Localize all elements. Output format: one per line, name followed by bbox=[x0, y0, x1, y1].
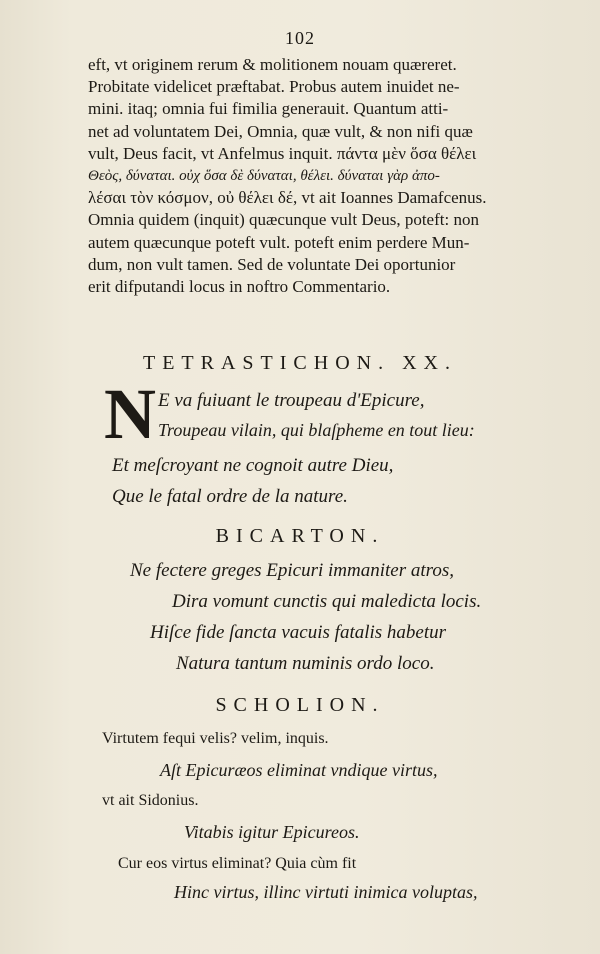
prose-line: λέσαι τὸν κόσμον, οὐ θέλει δέ, vt ait Ioannes Damafcenus. bbox=[88, 188, 487, 208]
prose-line: mini. itaq; omnia fui fimilia generauit. Quantum atti- bbox=[88, 99, 449, 119]
prose-line: Probitate videlicet præftabat. Probus autem inuidet ne- bbox=[88, 77, 460, 97]
prose-line: erit difputandi locus in noftro Commentario. bbox=[88, 276, 391, 296]
prose-line: Θεὸς, δύναται. οὐχ ὅσα δὲ δύναται, θέλει. δύναται γὰρ ἀπο- bbox=[88, 167, 440, 184]
scholion-quote: Hinc virtus, illinc virtuti inimica voluptas, bbox=[174, 882, 478, 902]
prose-line: dum, non vult tamen. Sed de voluntate Dei oportunior bbox=[88, 254, 456, 274]
verse-line: Hiſce fide ſancta vacuis fatalis habetur bbox=[150, 622, 447, 643]
scholion-line: Cur eos virtus eliminat? Quia cùm fit bbox=[118, 855, 357, 872]
scholion-line: Virtutem fequi velis? velim, inquis. bbox=[102, 730, 329, 747]
verse-line: Dira vomunt cunctis qui maledicta locis. bbox=[172, 591, 482, 612]
tetrastichon-heading: TETRASTICHON. XX. bbox=[143, 352, 457, 374]
scholion-line: vt ait Sidonius. bbox=[102, 792, 199, 809]
verse-line: E va fuiuant le troupeau d'Epicure, bbox=[158, 390, 425, 411]
prose-paragraph bbox=[88, 54, 580, 298]
verse-line: Troupeau vilain, qui blaſpheme en tout lieu: bbox=[158, 420, 475, 440]
scholion-quote: Vitabis igitur Epicureos. bbox=[184, 822, 360, 842]
verse-line: Et meſcroyant ne cognoit autre Dieu, bbox=[112, 455, 394, 476]
prose-line: Omnia quidem (inquit) quæcunque vult Deus, poteft: non bbox=[88, 210, 479, 230]
scholion-quote: Aſt Epicuræos eliminat vndique virtus, bbox=[160, 760, 438, 780]
verse-line: Que le fatal ordre de la nature. bbox=[112, 486, 348, 507]
prose-line: autem quæcunque poteft vult. poteft enim perdere Mun- bbox=[88, 232, 470, 252]
prose-line: eft, vt originem rerum & molitionem nouam quæreret. bbox=[88, 55, 457, 74]
bicarton-heading: BICARTON. bbox=[215, 525, 385, 547]
page-number: 102 bbox=[285, 28, 315, 48]
scholion-heading: SCHOLION. bbox=[215, 694, 385, 716]
verse-line: Natura tantum numinis ordo loco. bbox=[176, 653, 435, 674]
prose-line: vult, Deus facit, vt Anfelmus inquit. πάντα μὲν ὅσα θέλει bbox=[88, 143, 477, 163]
prose-line: net ad voluntatem Dei, Omnia, quæ vult, & non nifi quæ bbox=[88, 121, 473, 141]
verse-line: Ne fectere greges Epicuri immaniter atros, bbox=[130, 560, 454, 581]
drop-cap: N bbox=[104, 374, 156, 454]
